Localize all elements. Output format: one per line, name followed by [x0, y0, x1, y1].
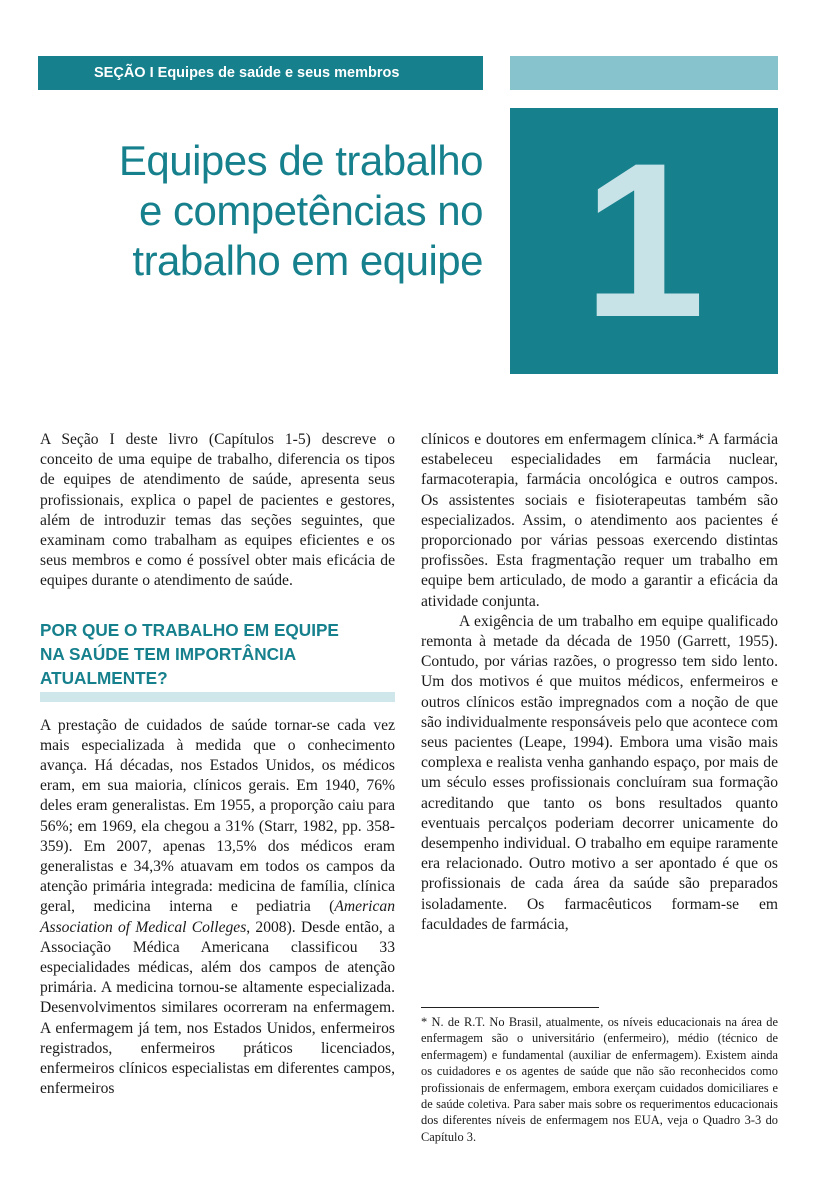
chapter-title-line: trabalho em equipe	[132, 237, 483, 284]
intro-paragraph: A Seção I deste livro (Capítulos 1-5) descreve o conceito de uma equipe de trabalho, diferencia os tipos de equipes de atendimento de saúde, apresenta seus profissionais, explica o papel de pacientes e gestores, além de introduzir temas das seções seguintes, que examinam como trabalham as equipes eficientes e os seus membros e como é possível obter mais eficácia de equipes durante o atendimento de saúde.	[40, 431, 395, 590]
body-paragraph: A exigência de um trabalho em equipe qualificado remonta à metade da década de 1950 (Garrett, 1955). Contudo, por várias razões, o progresso tem sido lento. Um dos motivos é que muitos médicos, enfermeiros e outros clínicos estão impregnados com a noção de que são individualmente responsáveis pelo que acontece com seus pacientes (Leape, 1994). Embora uma visão mais complexa e realista venha ganhando espaço, por mais de um século esses profissionais concluíram sua formação acreditando que tanto os bons resultados quanto eventuais percalços poderiam decorrer unicamente do desempenho individual. O trabalho em equipe raramente era relacionado. Outro motivo a ser apontado é que os profissionais de cada área da saúde são preparados isoladamente. Os farmacêuticos formam-se em faculdades de farmácia,	[421, 612, 778, 933]
section-heading	[40, 618, 395, 692]
section-label: SEÇÃO I Equipes de saúde e seus membros	[94, 65, 400, 81]
section-heading-line: POR QUE O TRABALHO EM EQUIPE	[40, 619, 339, 640]
left-column	[40, 430, 395, 1099]
paragraph-text: , 2008). Desde então, a Associação Médica Americana classificou 33 especialidades médicas, além dos campos de atenção primária. A medicina tornou-se altamente especializada. Desenvolvimentos similares ocorreram na enfermagem. A enfermagem já tem, nos Estados Unidos, enfermeiros registrados, enfermeiros práticos licenciados, enfermeiros clínicos especialistas em diferentes campos, enfermeiros	[40, 918, 395, 1098]
heading-rule	[40, 692, 395, 702]
footnote: * N. de R.T. No Brasil, atualmente, os níveis educacionais na área de enfermagem são o universitário (enfermeiro), médio (técnico de enfermagem) e fundamental (auxiliar de enfermagem). Existem ainda os cuidadores e os agentes de saúde que não são reconhecidos como profissionais de enfermagem, embora exerçam cuidados domiciliares e de saúde coletiva. Para saber mais sobre os requerimentos educacionais dos diferentes níveis de enfermagem nos EUA, veja o Quadro 3-3 do Capítulo 3.	[421, 1015, 778, 1144]
chapter-title-line: e competências no	[138, 187, 483, 234]
paragraph-text: A prestação de cuidados de saúde tornar-se cada vez mais especializada à medida que o conhecimento avança. Há décadas, nos Estados Unidos, os médicos eram, em sua maioria, clínicos gerais. Em 1940, 76% deles eram generalistas. Em 1955, a proporção caiu para 56%; em 1969, ela chegou a 31% (Starr, 1982, pp. 358-359). Em 2007, apenas 13,5% dos médicos eram generalistas e 34,3% atuavam em todos os campos da atenção primária integrada: medicina de família, clínica geral, medicina interna e pediatria (	[40, 716, 395, 916]
right-column	[421, 430, 778, 935]
chapter-number-box	[510, 108, 778, 374]
body-paragraph	[40, 716, 395, 1100]
section-header-bar	[38, 56, 483, 90]
chapter-number: 1	[582, 117, 706, 363]
body-paragraph-continued: clínicos e doutores em enfermagem clínica.* A farmácia estabeleceu especialidades em farmácia nuclear, farmacoterapia, farmácia oncológica e outros campos. Os assistentes sociais e fisioterapeutas também são especializados. Assim, o atendimento aos pacientes é proporcionado por várias pessoas exercendo distintas profissões. Esta fragmentação requer um trabalho em equipe bem articulado, de modo a garantir a eficácia da atividade conjunta.	[421, 431, 778, 610]
header-accent-bar	[510, 56, 778, 90]
footnote-divider	[421, 1007, 599, 1008]
section-heading-line: NA SAÚDE TEM IMPORTÂNCIA	[40, 643, 297, 664]
chapter-title-line: Equipes de trabalho	[118, 137, 483, 184]
chapter-title	[40, 136, 483, 286]
citation-italic: American Association of Medical Colleges	[40, 898, 395, 936]
section-heading-line: ATUALMENTE?	[40, 667, 168, 688]
